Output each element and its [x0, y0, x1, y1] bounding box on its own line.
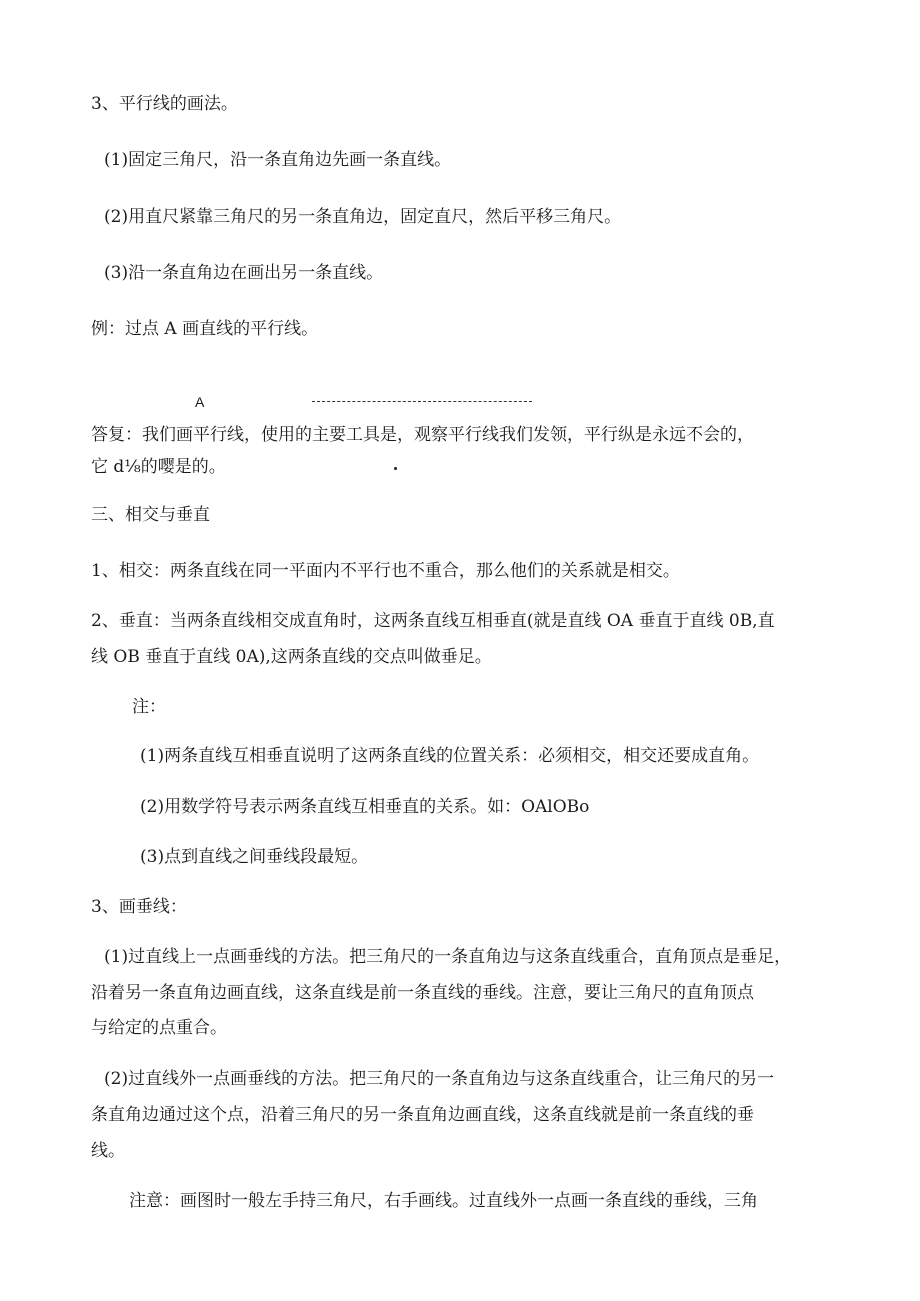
answer-line-1: 答复：我们画平行线，使用的主要工具是，观察平行线我们发领，平行纵是永远不会的， — [91, 425, 754, 445]
step-1: (1)固定三角尺，沿一条直角边先画一条直线。 — [104, 150, 452, 170]
heading-draw-perpendicular: 3、画垂线： — [91, 897, 187, 917]
note-3: (3)点到直线之间垂线段最短。 — [140, 847, 369, 867]
definition-perpendicular-2: 线 OB 垂直于直线 0A),这两条直线的交点叫做垂足。 — [91, 647, 492, 667]
dashed-line — [312, 401, 532, 402]
heading-parallel-method: 3、平行线的画法。 — [91, 94, 238, 114]
method-1-line-2: 沿着另一条直角边画直线，这条直线是前一条直线的垂线。注意，要让三角尺的直角顶点 — [91, 983, 754, 1003]
stray-dot — [394, 467, 397, 470]
note-label: 注： — [132, 697, 166, 717]
method-2-line-1: (2)过直线外一点画垂线的方法。把三角尺的一条直角边与这条直线重合，让三角尺的另一 — [104, 1069, 775, 1089]
method-2-line-2: 条直角边通过这个点，沿着三角尺的另一条直角边画直线，这条直线就是前一条直线的垂 — [91, 1105, 754, 1125]
answer-line-2: 它 d⅛的嘤是的。 — [91, 457, 226, 477]
final-note: 注意：画图时一般左手持三角尺，右手画线。过直线外一点画一条直线的垂线，三角 — [129, 1191, 758, 1211]
step-2: (2)用直尺紧靠三角尺的另一条直角边，固定直尺，然后平移三角尺。 — [104, 207, 622, 227]
definition-intersect: 1、相交：两条直线在同一平面内不平行也不重合，那么他们的关系就是相交。 — [91, 561, 680, 581]
example-prompt: 例：过点 A 画直线的平行线。 — [91, 319, 319, 339]
note-1: (1)两条直线互相垂直说明了这两条直线的位置关系：必须相交，相交还要成直角。 — [140, 746, 760, 766]
section-title: 三、相交与垂直 — [91, 505, 210, 525]
point-a-label: A — [195, 394, 205, 410]
definition-perpendicular-1: 2、垂直：当两条直线相交成直角时，这两条直线互相垂直(就是直线 OA 垂直于直线 0B,直 — [91, 611, 775, 631]
method-2-line-3: 线。 — [91, 1141, 125, 1161]
method-1-line-1: (1)过直线上一点画垂线的方法。把三角尺的一条直角边与这条直线重合，直角顶点是垂足， — [104, 947, 792, 967]
step-3: (3)沿一条直角边在画出另一条直线。 — [104, 263, 384, 283]
note-2: (2)用数学符号表示两条直线互相垂直的关系。如：OAlOBo — [140, 797, 590, 817]
method-1-line-3: 与给定的点重合。 — [91, 1018, 227, 1038]
